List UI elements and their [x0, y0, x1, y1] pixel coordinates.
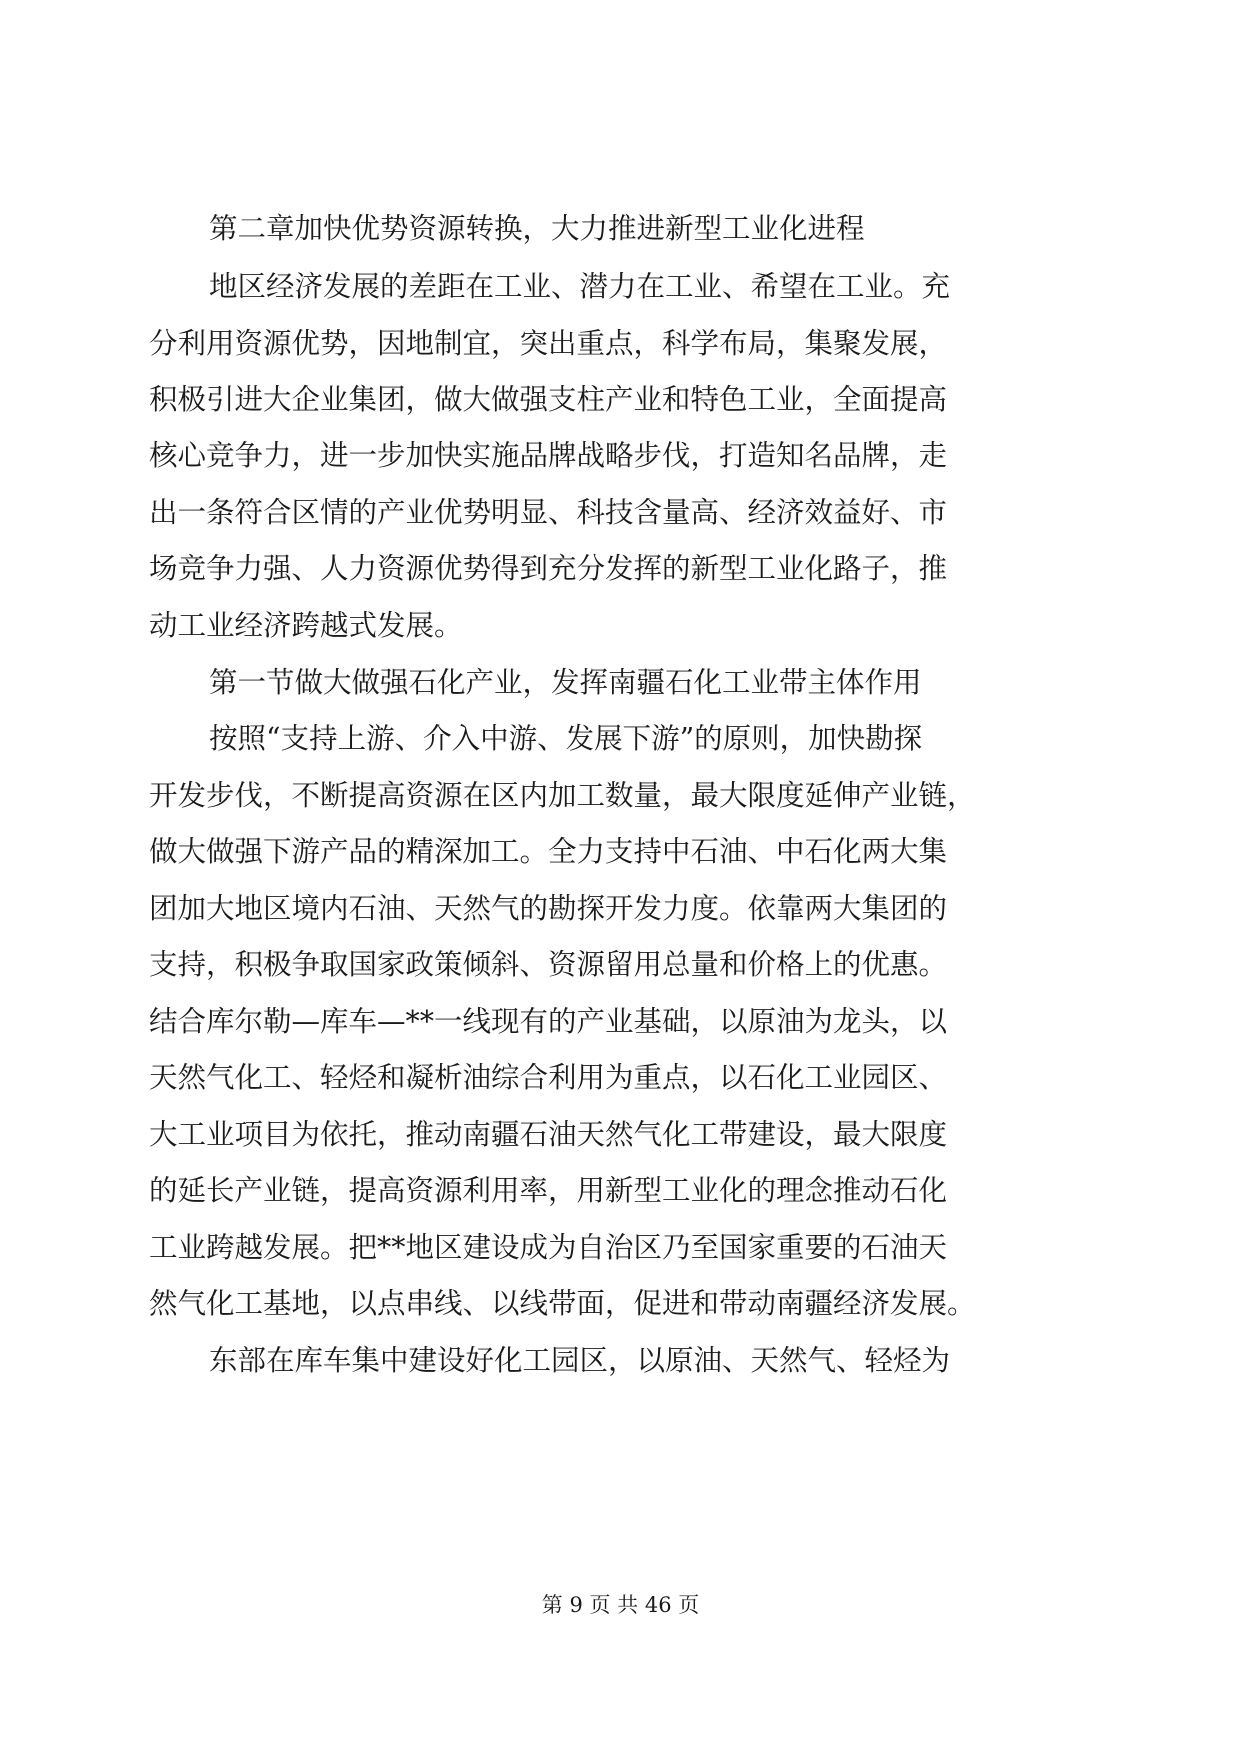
paragraph-line: 动工业经济跨越式发展。: [149, 609, 463, 642]
paragraph-line: 团加大地区境内石油、天然气的勘探开发力度。依靠两大集团的: [149, 892, 948, 925]
paragraph-line: 大工业项目为依托，推动南疆石油天然气化工带建设，最大限度: [149, 1118, 948, 1151]
paragraph-line: 开发步伐，不断提高资源在区内加工数量，最大限度延伸产业链，: [149, 779, 976, 812]
chapter-heading: 第二章加快优势资源转换，大力推进新型工业化进程: [209, 212, 865, 245]
paragraph-line: 场竞争力强、人力资源优势得到充分发挥的新型工业化路子，推: [149, 552, 948, 585]
paragraph-line: 做大做强下游产品的精深加工。全力支持中石油、中石化两大集: [149, 835, 948, 868]
paragraph-line: 积极引进大企业集团，做大做强支柱产业和特色工业，全面提高: [149, 383, 948, 416]
paragraph-line: 工业跨越发展。把**地区建设成为自治区乃至国家重要的石油天: [149, 1231, 948, 1264]
paragraph-line: 然气化工基地，以点串线、以线带面，促进和带动南疆经济发展。: [149, 1287, 976, 1320]
paragraph-line: 地区经济发展的差距在工业、潜力在工业、希望在工业。充: [209, 270, 951, 303]
paragraph-line: 核心竞争力，进一步加快实施品牌战略步伐，打造知名品牌，走: [149, 439, 948, 472]
paragraph-line: 结合库尔勒—库车—**一线现有的产业基础，以原油为龙头，以: [149, 1005, 948, 1038]
paragraph-line: 天然气化工、轻烃和凝析油综合利用为重点，以石化工业园区、: [149, 1061, 948, 1094]
paragraph-line: 的延长产业链，提高资源利用率，用新型工业化的理念推动石化: [149, 1174, 948, 1207]
section-heading: 第一节做大做强石化产业，发挥南疆石化工业带主体作用: [209, 666, 922, 699]
paragraph-line: 分利用资源优势，因地制宜，突出重点，科学布局，集聚发展，: [149, 327, 948, 360]
paragraph-line: 支持，积极争取国家政策倾斜、资源留用总量和价格上的优惠。: [149, 948, 948, 981]
paragraph-line: 出一条符合区情的产业优势明显、科技含量高、经济效益好、市: [149, 496, 948, 529]
page-footer: 第 9 页 共 46 页: [541, 1593, 700, 1617]
paragraph-line: 东部在库车集中建设好化工园区，以原油、天然气、轻烃为: [209, 1344, 951, 1377]
paragraph-line: 按照“支持上游、介入中游、发展下游”的原则，加快勘探: [209, 722, 923, 755]
